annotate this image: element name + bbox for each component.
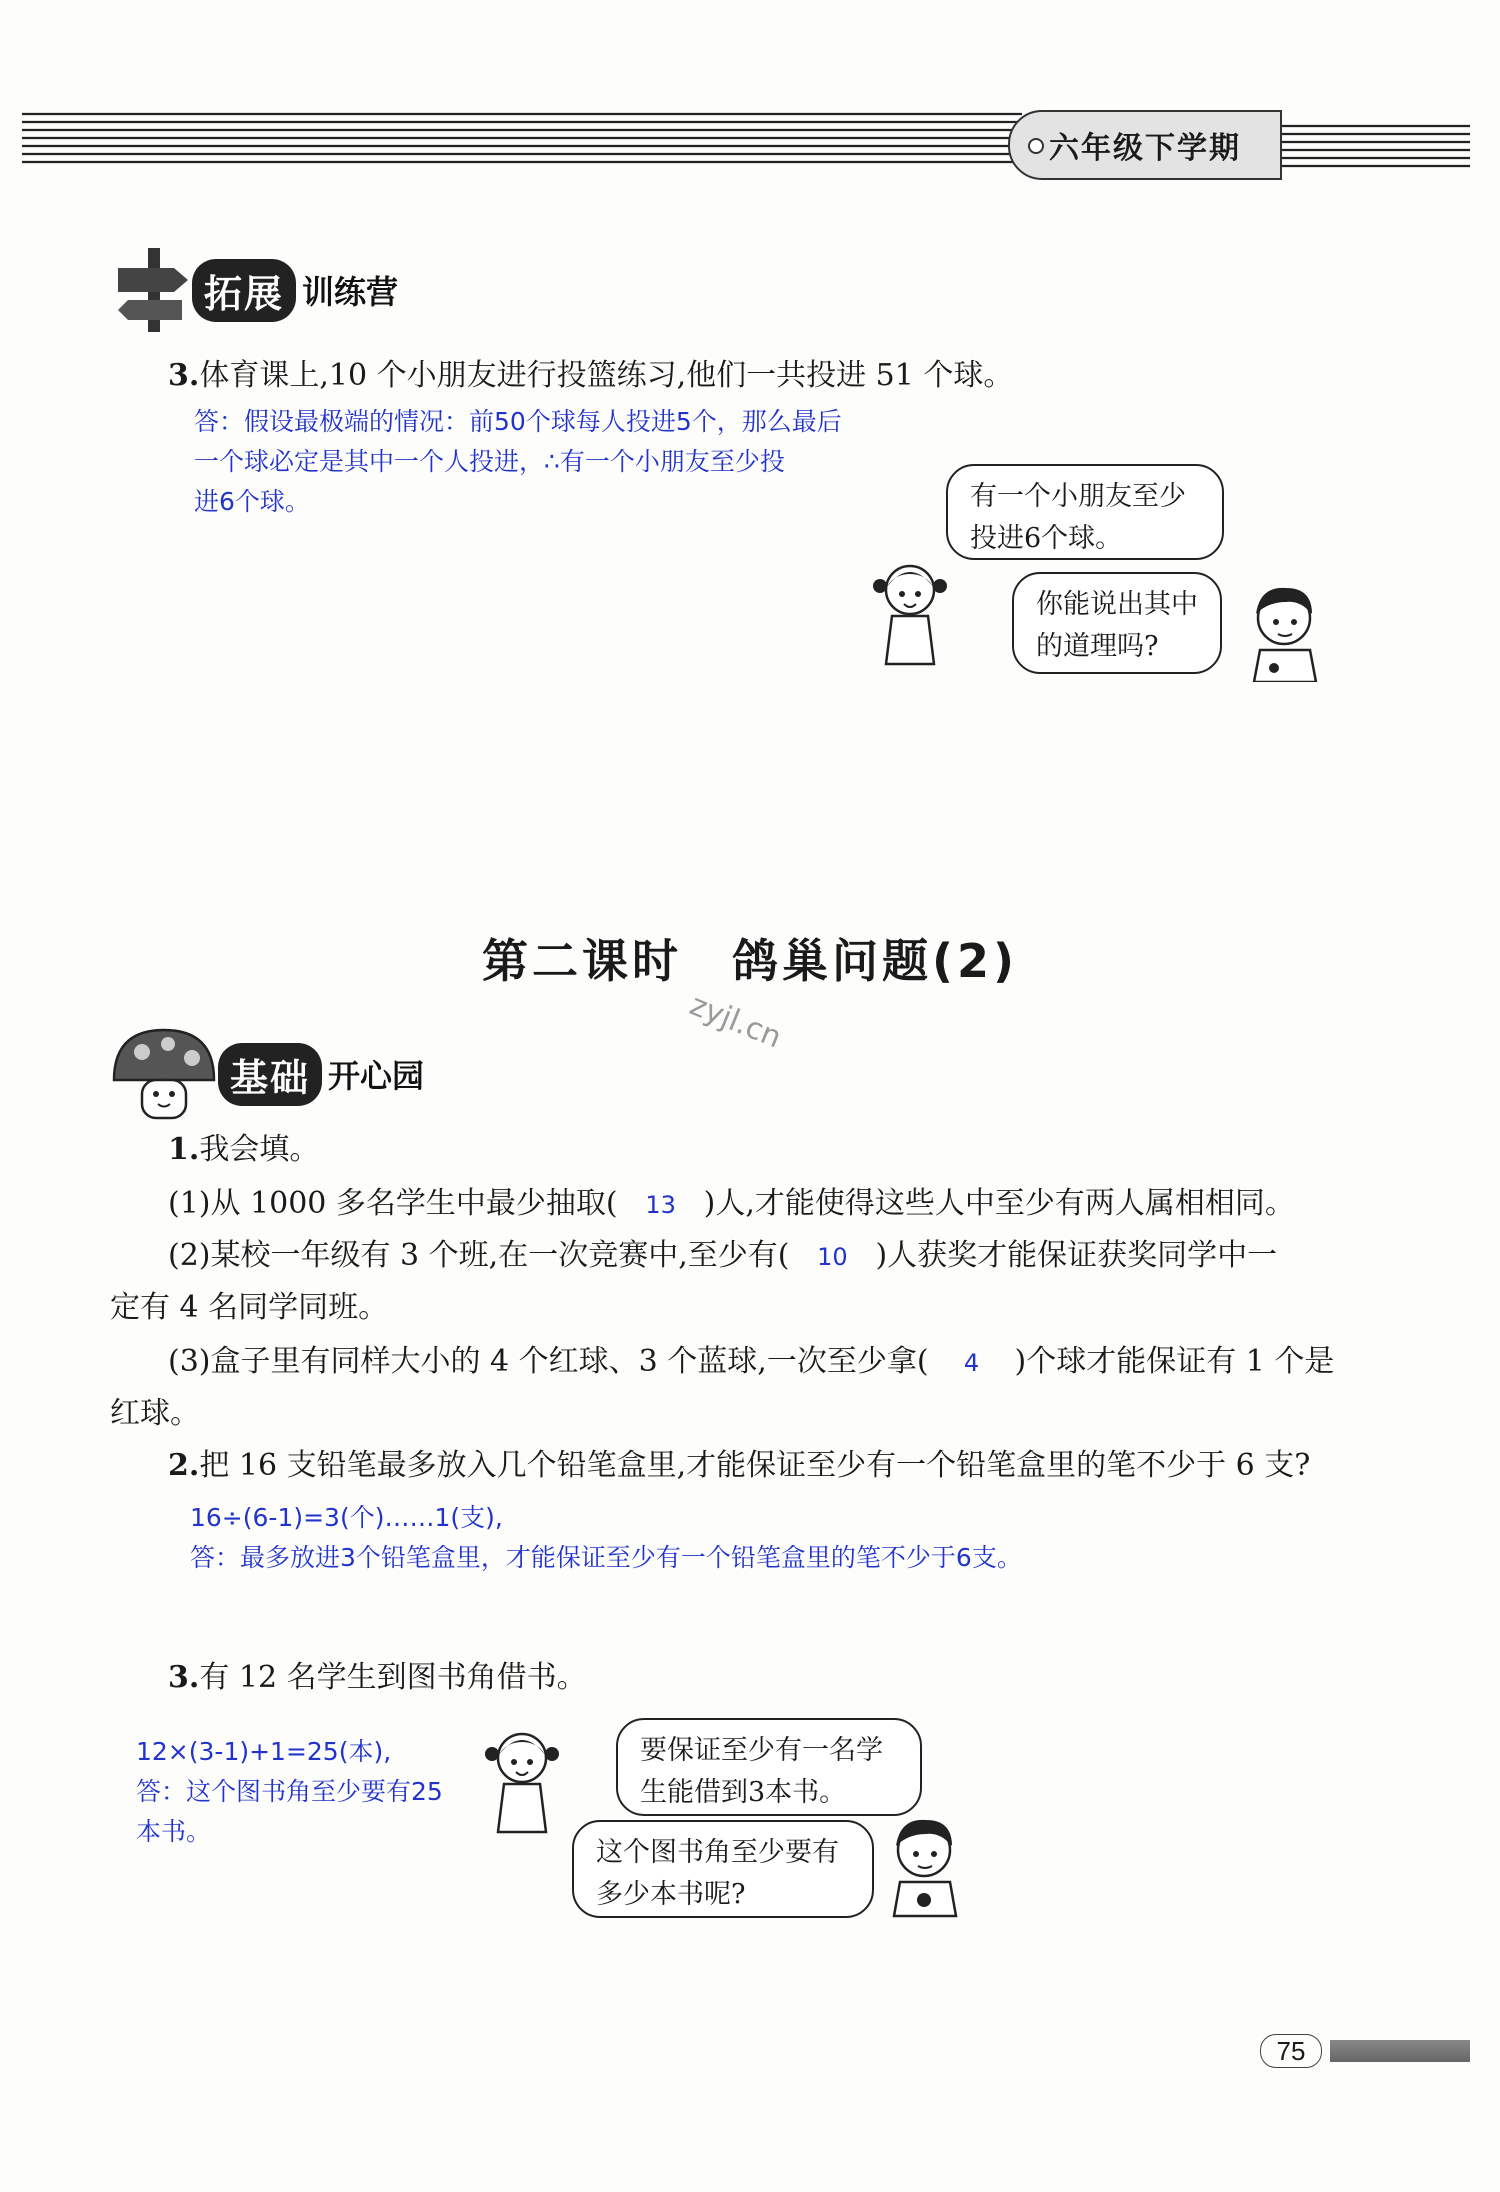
part-text: )个球才能保证有 1 个是	[1014, 1344, 1335, 1379]
speech-bubble-boy	[572, 1820, 874, 1918]
question-3	[168, 1652, 587, 1704]
logo-tail: 开心园	[328, 1057, 425, 1095]
speech-bubble-girl	[946, 464, 1224, 560]
boy-cartoon-icon	[880, 1810, 970, 1918]
answer-line: 答：假设最极端的情况：前50个球每人投进5个，那么最后	[194, 407, 842, 436]
section-logo-extension	[118, 248, 398, 332]
question-1-part-3	[168, 1336, 1368, 1389]
answer-3-extension	[194, 402, 954, 522]
logo-tail: 训练营	[302, 273, 399, 311]
boy-cartoon-icon	[1240, 578, 1330, 682]
bubble-text: 你能说出其中的道理吗?	[1036, 589, 1198, 662]
answer-3	[136, 1732, 486, 1852]
section-logo-basics	[108, 1024, 424, 1124]
bubble-text: 这个图书角至少要有多少本书呢?	[596, 1837, 839, 1910]
answer-blank: 13	[645, 1191, 676, 1219]
question-1-part-2-continued: 定有 4 名同学同班。	[110, 1290, 389, 1325]
question-text: 我会填。	[199, 1132, 320, 1167]
question-number: 1.	[168, 1132, 200, 1167]
logo-badge: 拓展	[192, 259, 296, 322]
answer-line: 答：这个图书角至少要有25	[136, 1777, 443, 1806]
page-number: 75	[1260, 2034, 1322, 2068]
page-number-bar	[1330, 2040, 1470, 2062]
answer-blank: 4	[963, 1349, 980, 1377]
grade-tab	[1008, 110, 1282, 180]
part-text: (3)盒子里有同样大小的 4 个红球、3 个蓝球,一次至少拿(	[168, 1344, 929, 1379]
part-text: (2)某校一年级有 3 个班,在一次竞赛中,至少有(	[168, 1238, 790, 1273]
logo-badge: 基础	[218, 1043, 322, 1106]
part-text: )人,才能使得这些人中至少有两人属相相同。	[703, 1186, 1295, 1221]
part-text: (1)从 1000 多名学生中最少抽取(	[168, 1186, 618, 1221]
question-text: 把 16 支铅笔最多放入几个铅笔盒里,才能保证至少有一个铅笔盒里的笔不少于 6 支?	[199, 1448, 1311, 1483]
question-3-extension	[168, 350, 1013, 402]
mushroom-icon	[108, 1024, 218, 1124]
lesson-title: 第二课时 鸽巢问题(2)	[481, 934, 1019, 988]
question-number: 3.	[168, 1660, 200, 1695]
answer-line: 本书。	[136, 1817, 212, 1846]
question-number: 3.	[168, 358, 200, 393]
part-text: )人获奖才能保证获奖同学中一	[875, 1238, 1278, 1273]
girl-cartoon-icon	[866, 556, 956, 668]
answer-line: 一个球必定是其中一个人投进，∴有一个小朋友至少投	[194, 447, 785, 476]
bubble-text: 要保证至少有一名学生能借到3本书。	[640, 1735, 883, 1808]
answer-line: 进6个球。	[194, 487, 310, 516]
question-1	[168, 1124, 319, 1176]
answer-line: 答：最多放进3个铅笔盒里，才能保证至少有一个铅笔盒里的笔不少于6支。	[190, 1543, 1022, 1572]
answer-blank: 10	[817, 1243, 848, 1271]
speech-bubble-girl	[616, 1718, 922, 1816]
signpost-icon	[118, 248, 192, 332]
question-1-part-2	[168, 1230, 1368, 1283]
question-text: 体育课上,10 个小朋友进行投篮练习,他们一共投进 51 个球。	[199, 358, 1014, 393]
speech-bubble-boy	[1012, 572, 1222, 674]
question-1-part-1	[168, 1178, 1348, 1231]
answer-line: 16÷(6-1)=3(个)……1(支),	[190, 1503, 503, 1532]
bubble-text: 有一个小朋友至少投进6个球。	[970, 481, 1186, 554]
answer-2	[190, 1498, 1390, 1578]
girl-cartoon-icon	[478, 1724, 568, 1836]
watermark: zyjl.cn	[684, 987, 787, 1056]
tab-dot-icon	[1028, 138, 1044, 154]
question-2	[168, 1440, 1388, 1492]
grade-label: 六年级下学期	[1049, 131, 1241, 166]
question-text: 有 12 名学生到图书角借书。	[199, 1660, 587, 1695]
answer-line: 12×(3-1)+1=25(本),	[136, 1737, 392, 1766]
question-1-part-3-continued: 红球。	[110, 1396, 200, 1431]
question-number: 2.	[168, 1448, 200, 1483]
